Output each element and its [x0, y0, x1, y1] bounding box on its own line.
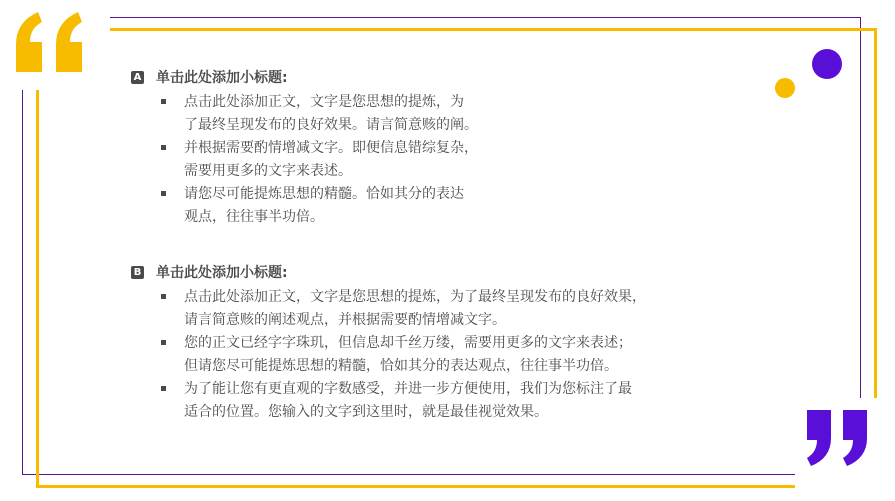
section-b: [131, 262, 744, 424]
section-a: [131, 67, 574, 229]
list-item[interactable]: [131, 183, 574, 229]
list-item[interactable]: [131, 286, 744, 332]
section-a-title: 单击此处添加小标题:: [156, 70, 288, 86]
bullet-square-icon: [161, 145, 166, 150]
decorative-circle-yellow: [775, 78, 795, 98]
list-item[interactable]: [131, 137, 574, 183]
bullet-line: 点击此处添加正文，文字是您思想的提炼，为: [184, 94, 464, 110]
bullet-square-icon: [161, 99, 166, 104]
bullet-line: 观点，往往事半功倍。: [184, 209, 324, 225]
section-a-heading[interactable]: [131, 67, 574, 87]
badge-b-icon: B: [131, 266, 144, 279]
bullet-line: 请您尽可能提炼思想的精髓。恰如其分的表达: [184, 186, 464, 202]
list-item[interactable]: [131, 91, 574, 137]
bullet-square-icon: [161, 294, 166, 299]
bullet-line: 请言简意赅的阐述观点，并根据需要酌情增减文字。: [184, 312, 506, 328]
bullet-line: 但请您尽可能提炼思想的精髓，恰如其分的表达观点，往往事半功倍。: [184, 358, 618, 374]
bullet-square-icon: [161, 386, 166, 391]
section-b-bullet-list: [131, 286, 744, 424]
bullet-square-icon: [161, 340, 166, 345]
bullet-square-icon: [161, 191, 166, 196]
bullet-line: 为了能让您有更直观的字数感受，并进一步方便使用，我们为您标注了最: [184, 381, 632, 397]
decorative-circle-purple: [812, 49, 842, 79]
bullet-line: 并根据需要酌情增减文字。即便信息错综复杂，: [184, 140, 478, 156]
list-item[interactable]: [131, 332, 744, 378]
section-b-title: 单击此处添加小标题:: [156, 265, 288, 281]
bullet-line: 适合的位置。您输入的文字到这里时，就是最佳视觉效果。: [184, 404, 548, 420]
section-b-heading[interactable]: [131, 262, 744, 282]
bullet-line: 您的正文已经字字珠玑，但信息却千丝万缕，需要用更多的文字来表述；: [184, 335, 632, 351]
bullet-line: 点击此处添加正文，文字是您思想的提炼，为了最终呈现发布的良好效果，: [184, 289, 646, 305]
list-item[interactable]: [131, 378, 744, 424]
section-a-bullet-list: [131, 91, 574, 229]
bullet-line: 需要用更多的文字来表述。: [184, 163, 352, 179]
bullet-line: 了最终呈现发布的良好效果。请言简意赅的阐。: [184, 117, 478, 133]
open-quote-icon: [0, 0, 110, 90]
close-quote-icon: [795, 398, 895, 488]
badge-a-icon: A: [131, 71, 144, 84]
